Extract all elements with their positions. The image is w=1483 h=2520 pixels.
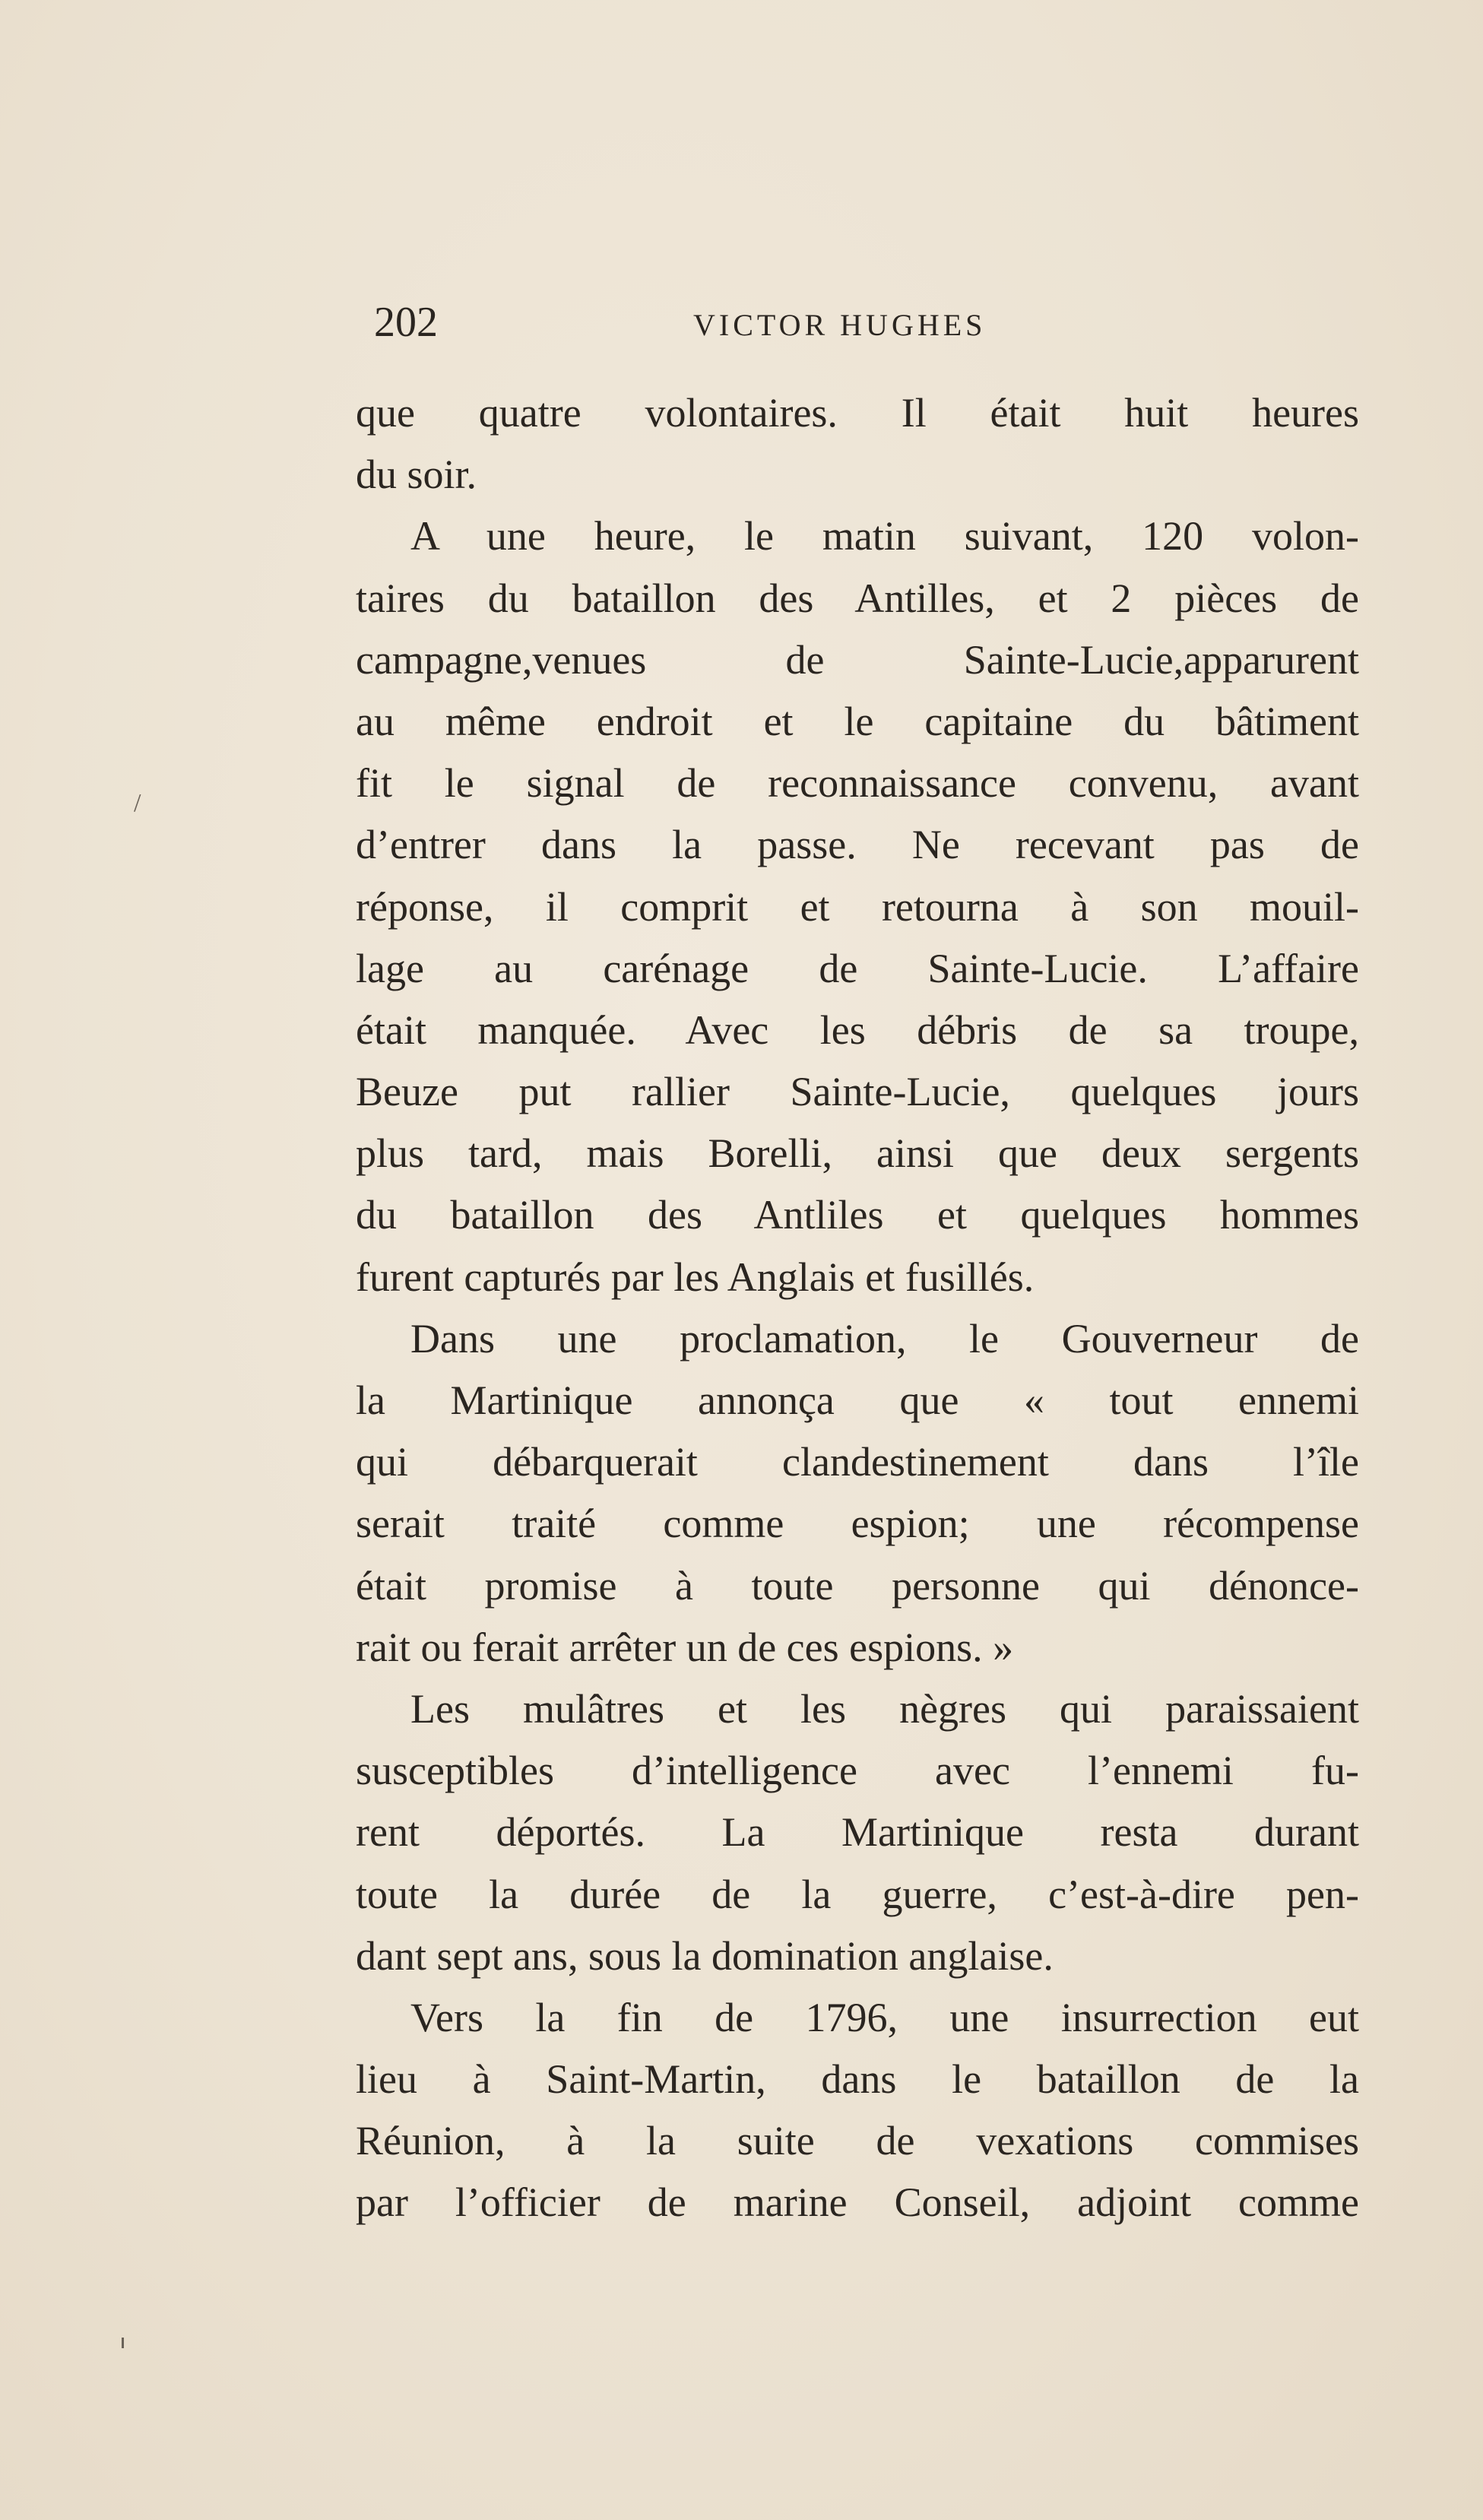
paragraph-first-line: Dans une proclamation, le Gouverneur de bbox=[410, 1315, 1359, 1361]
text-line: furent capturés par les Anglais et fusillés. bbox=[356, 1254, 1035, 1300]
margin-tick-mark bbox=[122, 2338, 124, 2348]
body-text bbox=[356, 382, 1359, 2234]
text-line: fit le signal de reconnaissance convenu, avant bbox=[356, 760, 1359, 807]
text-line: lieu à Saint-Martin, dans le bataillon de la bbox=[356, 2056, 1359, 2103]
running-title: VICTOR HUGHES bbox=[693, 308, 987, 342]
text-line: rait ou ferait arrêter un de ces espions. » bbox=[356, 1624, 1014, 1670]
text-line: qui débarquerait clandestinement dans l’île bbox=[356, 1439, 1359, 1485]
text-line: au même endroit et le capitaine du bâtiment bbox=[356, 698, 1359, 744]
text-line: du soir. bbox=[356, 452, 477, 498]
text-line: serait traité comme espion; une récompense bbox=[356, 1501, 1359, 1547]
text-line: dant sept ans, sous la domination anglaise. bbox=[356, 1932, 1054, 1979]
paragraph-first-line: Vers la fin de 1796, une insurrection eut bbox=[410, 1994, 1359, 2040]
text-line: Beuze put rallier Sainte-Lucie, quelques jours bbox=[356, 1069, 1359, 1115]
text-line: par l’officier de marine Conseil, adjoint comme bbox=[356, 2179, 1359, 2226]
text-line: était promise à toute personne qui dénonce- bbox=[356, 1562, 1359, 1609]
paragraph-first-line: Les mulâtres et les nègres qui paraissaient bbox=[410, 1685, 1359, 1732]
text-line: rent déportés. La Martinique resta durant bbox=[356, 1809, 1359, 1856]
text-line: toute la durée de la guerre, c’est-à-dire pen- bbox=[356, 1871, 1359, 1917]
text-line: était manquée. Avec les débris de sa troupe, bbox=[356, 1006, 1359, 1053]
text-line: lage au carénage de Sainte-Lucie. L’affaire bbox=[356, 945, 1359, 991]
text-line: Réunion, à la suite de vexations commises bbox=[356, 2118, 1359, 2164]
text-line: campagne,venues de Sainte-Lucie,apparurent bbox=[356, 636, 1359, 683]
text-line: susceptibles d’intelligence avec l’ennemi fu- bbox=[356, 1748, 1359, 1794]
page-number: 202 bbox=[374, 299, 438, 346]
page-header bbox=[374, 295, 1362, 350]
text-line: taires du bataillon des Antilles, et 2 pièces de bbox=[356, 575, 1359, 621]
text-line: réponse, il comprit et retourna à son mouil- bbox=[356, 883, 1359, 930]
text-line: la Martinique annonça que « tout ennemi bbox=[356, 1377, 1359, 1423]
text-line: du bataillon des Antliles et quelques hommes bbox=[356, 1192, 1359, 1238]
text-line: plus tard, mais Borelli, ainsi que deux sergents bbox=[356, 1130, 1359, 1177]
text-line: que quatre volontaires. Il était huit heures bbox=[356, 390, 1359, 436]
paragraph-first-line: A une heure, le matin suivant, 120 volon- bbox=[410, 513, 1359, 559]
text-line: d’entrer dans la passe. Ne recevant pas de bbox=[356, 822, 1359, 868]
margin-pencil-mark: / bbox=[134, 789, 141, 817]
